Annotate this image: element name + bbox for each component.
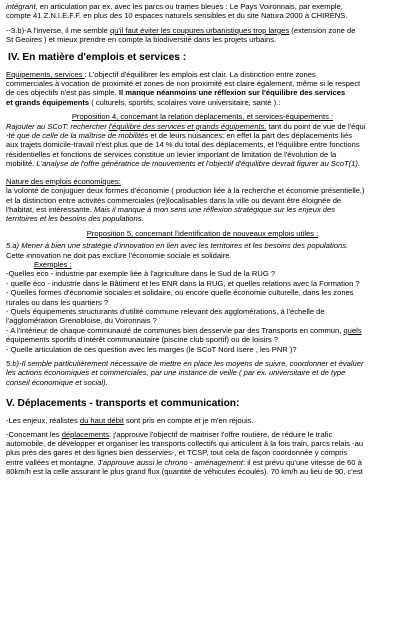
text-span: l'équilibre des services et grands équipements, bbox=[108, 121, 267, 131]
equipements-paragraph bbox=[6, 70, 399, 108]
intro-paragraph bbox=[6, 2, 399, 21]
text-line bbox=[6, 88, 399, 97]
text-span: ( culturels, sportifs, scolaires voire universitaire, santé ).: bbox=[89, 97, 281, 107]
text-line: - Quels équipements structurants d'utilité commune relevant des agglomérations, à l'échelle de bbox=[6, 306, 325, 316]
text-line bbox=[6, 416, 399, 425]
text-line bbox=[6, 326, 399, 335]
text-span: : il est prévu qu'une vitesse de 60 à bbox=[243, 457, 362, 467]
section-4-heading: IV. En matière d'emplois et services : bbox=[8, 51, 187, 63]
text-line: les actions économiques et commerciales, par une instance de veille ( par ex. universitaire et de type bbox=[6, 368, 346, 378]
text-line: -Quelles eco - industrie par exemple liée à l'agriculture dans le Sud de la RUG ? bbox=[6, 269, 276, 279]
proposition-4-title: Proposition 4, concernant la relation déplacements, et services-équipements : bbox=[71, 112, 334, 122]
deplacements-paragraph bbox=[6, 430, 399, 477]
text-line bbox=[6, 458, 399, 467]
text-span: l'habitat, est intéressante. bbox=[6, 204, 94, 214]
proposition-5b-paragraph bbox=[6, 359, 399, 387]
text-line bbox=[6, 430, 399, 439]
text-line bbox=[6, 159, 399, 168]
text-span: sont pris en compte et je m'en réjouis. bbox=[123, 416, 254, 426]
text-line bbox=[6, 26, 399, 35]
subsection-title: Nature des emplois économiques: bbox=[6, 176, 121, 186]
text-line: l'agglomération Grenobloise, du Voironnais ? bbox=[6, 316, 157, 326]
text-line: la volonté de conjuguer deux formes d'économie ( production liée à la recherche et économie présentielle,) bbox=[6, 186, 365, 196]
text-line bbox=[6, 122, 399, 131]
text-line: - Quelle articulation de ces question avec les marges (le SCoT Nord Isere , les PNR )? bbox=[6, 344, 297, 354]
text-span: -Concernant les bbox=[6, 429, 62, 439]
text-line: plus près des gares et des lignes bien desservies-, et TCSP, tout cela de façon coordonnée y compris bbox=[6, 448, 348, 458]
text-span: (extension zone de bbox=[289, 25, 356, 35]
text-line bbox=[6, 131, 399, 140]
text-line: équipements sportifs d'intérêt communautaire (piscine club sportif) ou de loisirs ? bbox=[6, 335, 278, 345]
text-line: et la distinction entre activités commerciales (re)localisables dans la ville ou devant être éloignée de bbox=[6, 195, 342, 205]
text-span: , en articulation par ex. avec les parcs ou trames bleues : Le Pays Voironnais, par exemple, bbox=[35, 2, 343, 11]
text-span: L'analyse de l'offre génératrice de mouvements et l'objectif d'équilibre devrait figurer au ScoT(1). bbox=[36, 159, 361, 169]
paragraph-3b bbox=[6, 26, 399, 45]
text-line: St Geoires ) et mieux prendre en compte la biodiversité dans les projets urbains. bbox=[6, 35, 277, 45]
text-span: de ces objectifs n'est pas simple. bbox=[6, 88, 119, 98]
text-span: Mais il manque à mon sens une réflexion stratégique sur les enjeux des bbox=[94, 204, 336, 214]
proposition-5a-paragraph bbox=[6, 241, 399, 354]
text-span: quels bbox=[343, 325, 362, 335]
text-span: --3.b)-A l'inverse, il me semble bbox=[6, 25, 110, 35]
text-line: 80km/h est la celle assurant le plus grand flux (quantité de véhicules écoulés). 70 km/h au lieu de 90, c'est bbox=[6, 467, 363, 477]
text-span: - A l'intérieur de chaque communauté de communes bien desservie par des Transports en commun, bbox=[6, 325, 344, 335]
nature-emplois-paragraph bbox=[6, 177, 399, 224]
text-span: approuve aussi le chrono - aménagement bbox=[102, 457, 244, 467]
text-span: déplacements bbox=[61, 429, 109, 439]
text-line bbox=[6, 205, 399, 214]
text-line bbox=[6, 2, 399, 11]
text-line: conseil économique et social). bbox=[6, 377, 108, 387]
text-line bbox=[6, 70, 399, 79]
text-span: -Les enjeux, réalistes bbox=[6, 416, 80, 426]
text-span: et grands équipements bbox=[6, 97, 90, 107]
text-line bbox=[6, 98, 399, 107]
examples-label: Exemples : bbox=[34, 259, 72, 269]
text-span: qu'il faut éviter les coupures urbanistiques trop larges bbox=[110, 25, 290, 35]
text-span: intégrant bbox=[6, 2, 36, 11]
text-span: Rajouter au SCoT: rechercher bbox=[6, 121, 109, 131]
text-line: automobile, de développer et organiser les transports collectifs qui articulent à la fois train, parcs relais -au bbox=[6, 439, 364, 449]
text-span: : L'objectif d'équilibrer les emplois est clair. La distinction entre zones bbox=[84, 69, 316, 79]
text-span: Equipements, services bbox=[6, 69, 85, 79]
text-span: entre vallées et montagne. J' bbox=[6, 457, 103, 467]
text-line: 5.a) Mener à bien une stratégie d'innovation en lien avec les territoires et les besoins des populations. bbox=[6, 241, 349, 251]
text-line: aux trajets domicile-travail n'est plus que de 14 % du total des déplacements, et l'équilibre entre fonctions bbox=[6, 140, 360, 150]
text-line: 5.b)-Il semble particulièrement nécessaire de mettre en place les moyens de suivre, coordonner et évaluer bbox=[6, 359, 364, 368]
text-line: compte 41 Z.N.I.E.F.F. en plus des 10 espaces naturels sensibles et du site Natura 2000 à CHIRENS. bbox=[6, 11, 348, 21]
text-span: -té que de celle de la maîtrise de mobilités bbox=[6, 131, 149, 141]
text-line: rurales ou dans les quartiers ? bbox=[6, 297, 109, 307]
text-line: résidentielles et fonctions de services constitue un levier important de limitation de l'évolution de la bbox=[6, 149, 337, 159]
text-span: et de leurs nuisances: en effet la part des déplacements liés bbox=[148, 131, 352, 141]
text-span: du haut débit bbox=[79, 416, 124, 426]
text-span: Il manque néanmoins une réflexion sur l'équilibre des services bbox=[118, 88, 346, 98]
section-5-heading: V. Déplacements - transports et communication: bbox=[6, 398, 240, 410]
text-line: commerciales à vocation de proximité et zones de non proximité est claire également, même si le respect bbox=[6, 79, 361, 89]
text-span: mobilité. bbox=[6, 159, 37, 169]
proposition-5-title: Proposition 5, concernant l'identification de nouveaux emplois utiles : bbox=[86, 228, 319, 238]
text-line: Cette innovation ne doit pas exclure l'économie sociale et solidaire. bbox=[6, 250, 232, 260]
proposition-4-paragraph bbox=[6, 122, 399, 169]
text-span: : j'approuve l'objectif de maitriser l'offre routière, de réduire le trafic bbox=[109, 429, 333, 439]
text-span: tant du point de vue de l'équi bbox=[266, 121, 366, 131]
text-line: - quelle éco - industrie dans le Bâtiment et les ENR dans la RUG, et quelles relations avec la Formation ? bbox=[6, 278, 360, 288]
text-line: territoires et les besoins des populations. bbox=[6, 214, 144, 224]
text-line: - Quelles formes d'économie sociales et solidaire, ou encore quelle économie culturelle, dans les zones bbox=[6, 288, 354, 298]
